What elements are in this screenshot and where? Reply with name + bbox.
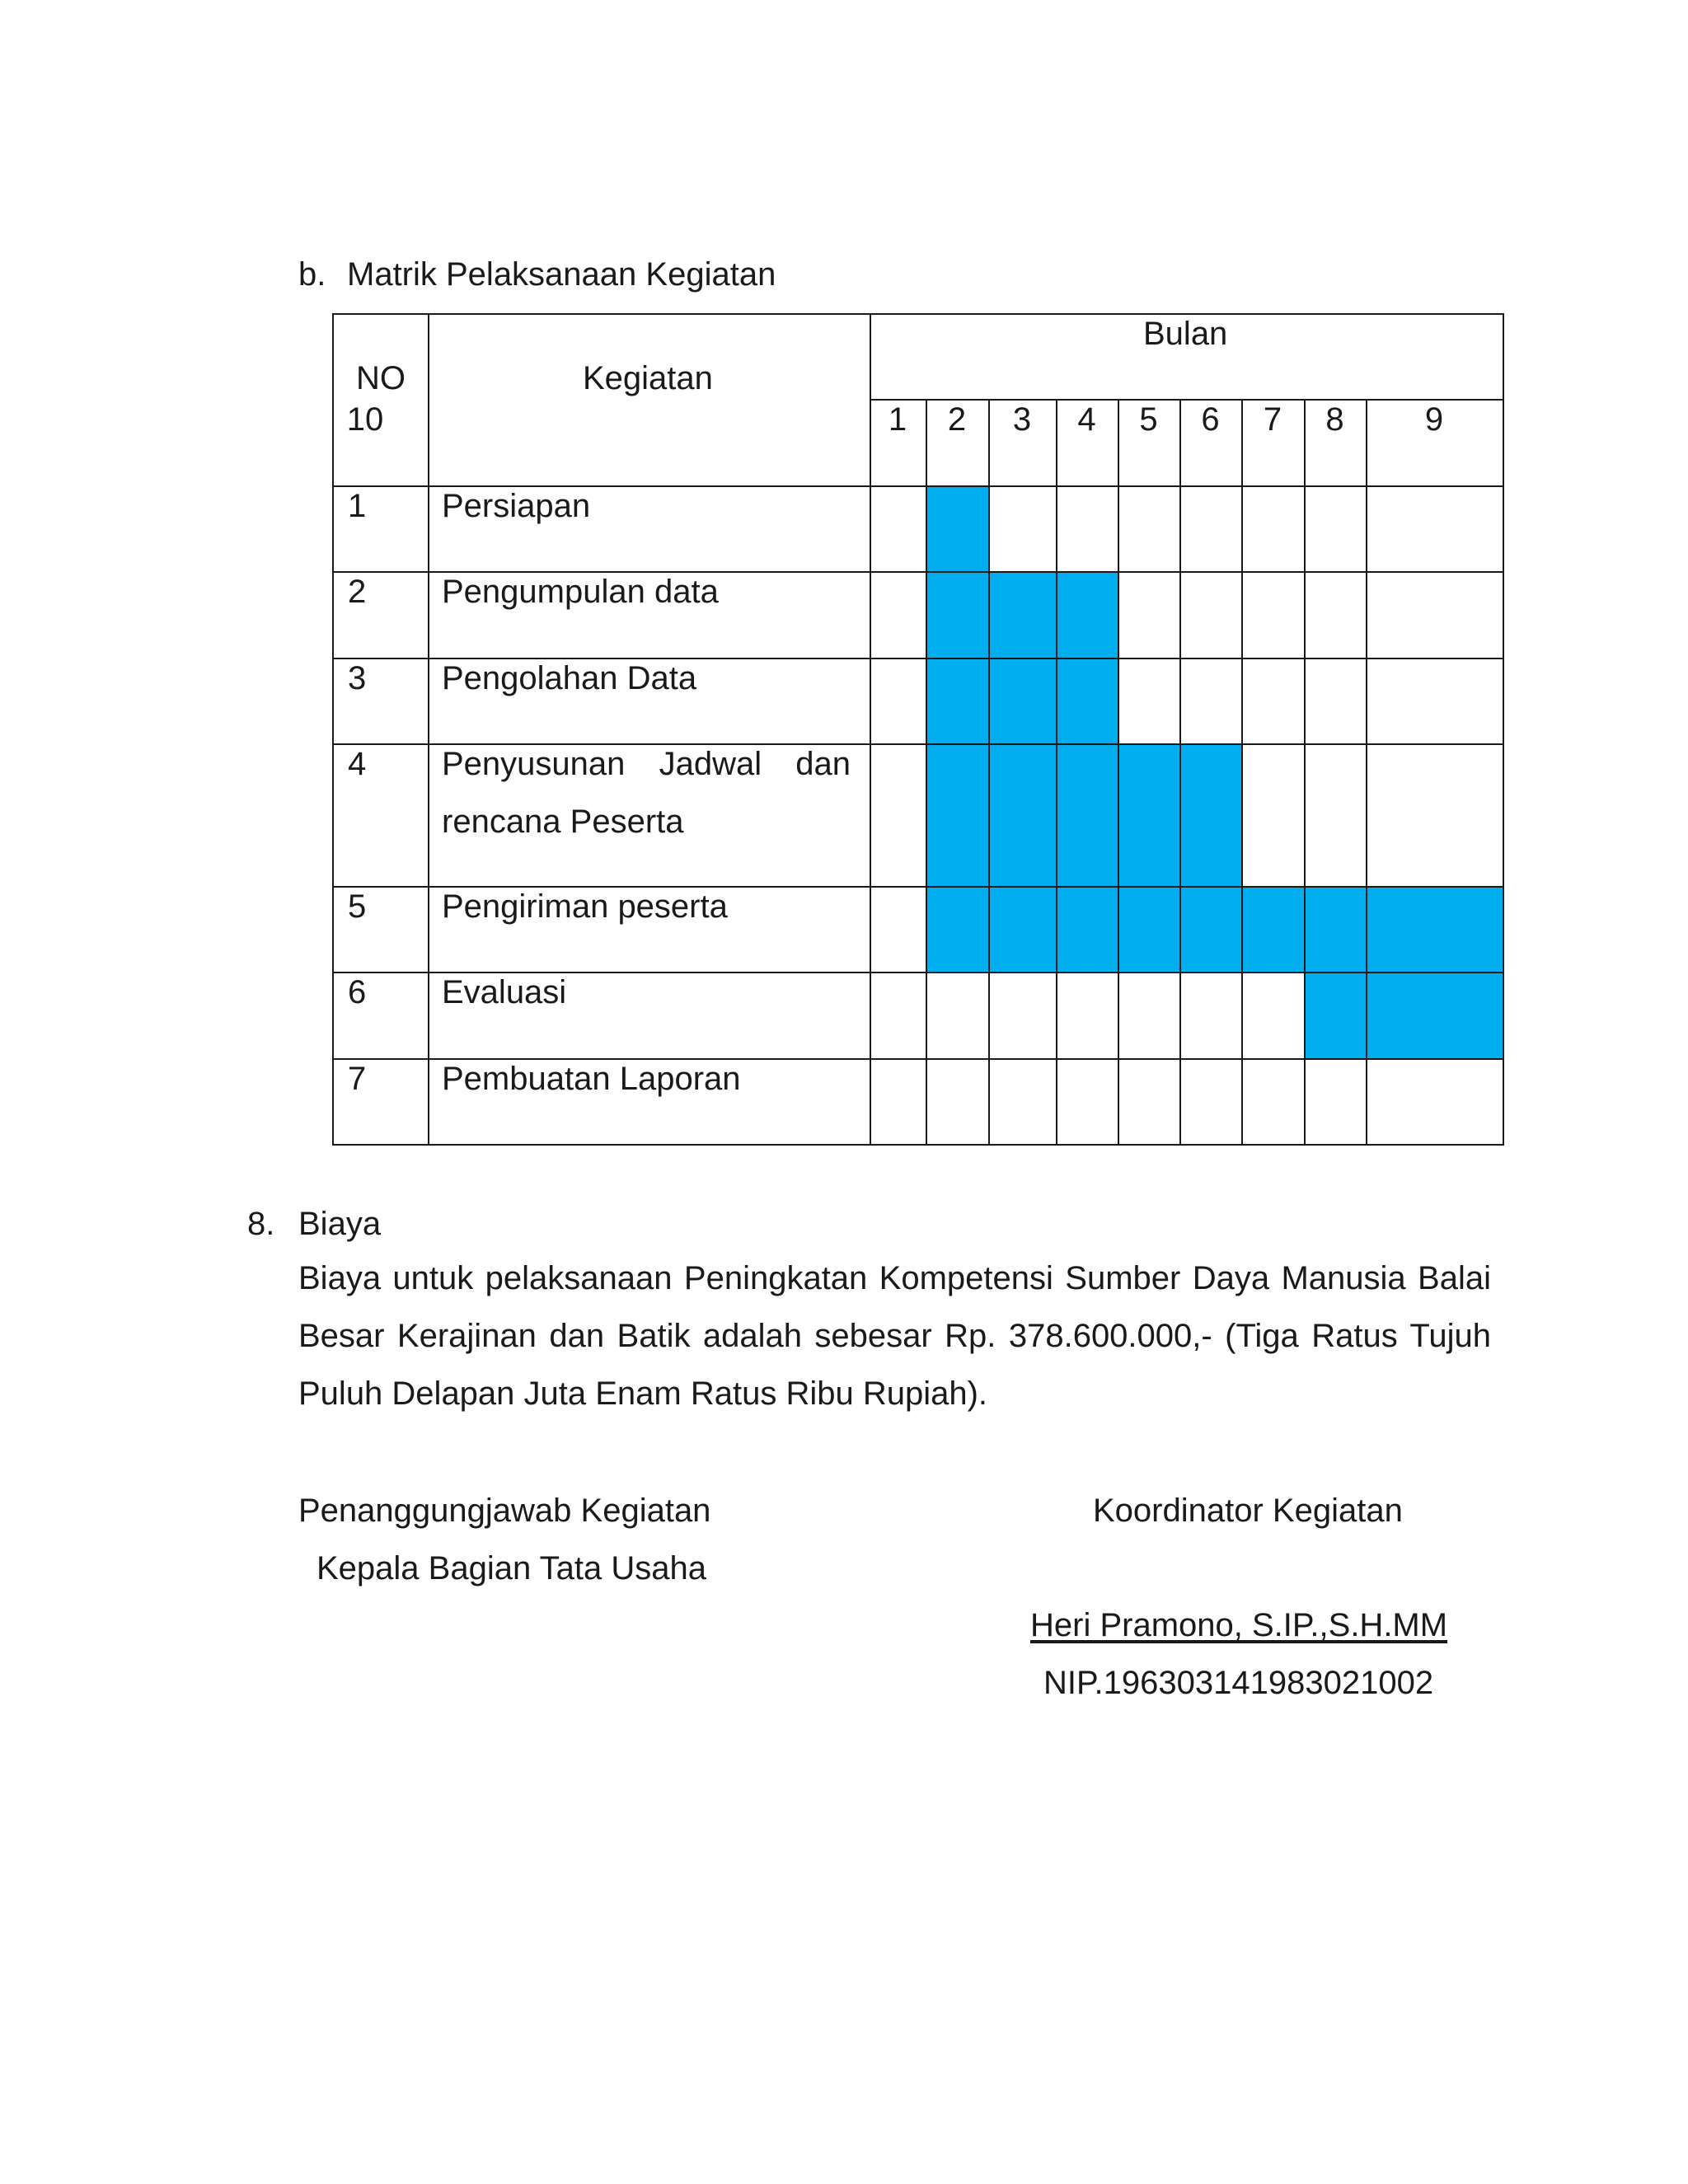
grid-vline [988, 399, 990, 1146]
month-header-6: 6 [1201, 401, 1220, 438]
activity-matrix-table [332, 313, 1503, 1146]
month-fill-row4-m6 [1179, 743, 1241, 886]
grid-hline [870, 399, 1504, 401]
row-1-activity-line-1: Persiapan [442, 488, 591, 524]
grid-vline [1056, 399, 1057, 1146]
row-3-activity-line-1: Pengolahan Data [442, 660, 697, 696]
month-fill-row5-m8 [1304, 886, 1366, 972]
grid-vline [926, 399, 927, 1146]
section-8-title: Biaya [298, 1206, 382, 1242]
row-2-activity-line-1: Pengumpulan data [442, 574, 719, 610]
grid-hline [332, 313, 1504, 315]
month-fill-row4-m3 [988, 743, 1056, 886]
grid-hline [332, 658, 1504, 659]
grid-vline [1304, 399, 1306, 1146]
row-4-activity-line-2: rencana Peserta [442, 804, 684, 840]
month-fill-row2-m2 [926, 571, 988, 658]
month-header-4: 4 [1077, 401, 1096, 438]
month-header-8: 8 [1325, 401, 1344, 438]
row-1-number: 1 [348, 488, 367, 524]
month-fill-row1-m2 [926, 485, 988, 571]
month-header-10: 10 [346, 401, 384, 438]
month-fill-row5-m7 [1241, 886, 1304, 972]
month-fill-row5-m2 [926, 886, 988, 972]
section-b-title: Matrik Pelaksanaan Kegiatan [347, 256, 776, 293]
month-fill-row2-m4 [1056, 571, 1118, 658]
grid-vline [1118, 399, 1119, 1146]
month-fill-row5-m9 [1366, 886, 1503, 972]
grid-hline [332, 743, 1504, 745]
grid-vline [870, 313, 871, 1146]
row-6-number: 6 [348, 974, 367, 1010]
month-fill-row4-m5 [1118, 743, 1179, 886]
grid-vline [1241, 399, 1243, 1146]
section-b-marker: b. [298, 256, 326, 293]
responsible-title: Penanggungjawab Kegiatan [298, 1493, 711, 1529]
coordinator-nip: NIP.196303141983021002 [1043, 1665, 1434, 1701]
month-fill-row4-m4 [1056, 743, 1118, 886]
month-fill-row5-m5 [1118, 886, 1179, 972]
month-fill-row6-m9 [1366, 972, 1503, 1058]
month-fill-row3-m2 [926, 658, 988, 743]
row-7-activity-line-1: Pembuatan Laporan [442, 1061, 741, 1097]
month-fill-row3-m3 [988, 658, 1056, 743]
month-fill-row5-m3 [988, 886, 1056, 972]
row-6-activity-line-1: Evaluasi [442, 974, 567, 1010]
row-5-number: 5 [348, 888, 367, 925]
month-header-2: 2 [947, 401, 967, 438]
grid-hline [332, 1144, 1504, 1146]
month-fill-row6-m8 [1304, 972, 1366, 1058]
row-7-number: 7 [348, 1061, 367, 1097]
grid-vline [1179, 399, 1181, 1146]
grid-hline [332, 1058, 1504, 1060]
header-no: NO [356, 360, 406, 396]
responsible-subtitle: Kepala Bagian Tata Usaha [316, 1550, 706, 1586]
month-header-9: 9 [1424, 401, 1444, 438]
month-header-5: 5 [1139, 401, 1158, 438]
row-4-activity-line-1: Penyusunan Jadwal dan [442, 746, 851, 782]
grid-vline [332, 313, 334, 1146]
month-fill-row2-m3 [988, 571, 1056, 658]
month-fill-row3-m4 [1056, 658, 1118, 743]
grid-hline [332, 571, 1504, 573]
coordinator-name: Heri Pramono, S.IP.,S.H.MM [1030, 1607, 1448, 1643]
grid-hline [332, 485, 1504, 487]
grid-hline [332, 972, 1504, 973]
cost-paragraph-line-2: Besar Kerajinan dan Batik adalah sebesar Rp. 378.600.000,- (Tiga Ratus Tujuh [298, 1318, 1491, 1354]
month-header-1: 1 [888, 401, 907, 438]
month-fill-row5-m4 [1056, 886, 1118, 972]
cost-paragraph-line-1: Biaya untuk pelaksanaan Peningkatan Kompetensi Sumber Daya Manusia Balai [298, 1260, 1491, 1296]
row-3-number: 3 [348, 660, 367, 696]
month-header-7: 7 [1263, 401, 1282, 438]
cost-paragraph-line-3: Puluh Delapan Juta Enam Ratus Ribu Rupiah). [298, 1376, 988, 1412]
row-5-activity-line-1: Pengiriman peserta [442, 888, 728, 925]
header-kegiatan: Kegiatan [583, 360, 713, 396]
grid-vline [1366, 399, 1367, 1146]
grid-vline [428, 313, 429, 1146]
coordinator-title: Koordinator Kegiatan [1093, 1493, 1403, 1529]
month-fill-row5-m6 [1179, 886, 1241, 972]
row-4-number: 4 [348, 746, 367, 782]
month-fill-row4-m2 [926, 743, 988, 886]
month-header-3: 3 [1012, 401, 1032, 438]
header-bulan: Bulan [1143, 316, 1228, 352]
section-8-marker: 8. [247, 1206, 275, 1242]
grid-hline [332, 886, 1504, 888]
row-2-number: 2 [348, 574, 367, 610]
grid-vline [1503, 313, 1504, 1146]
